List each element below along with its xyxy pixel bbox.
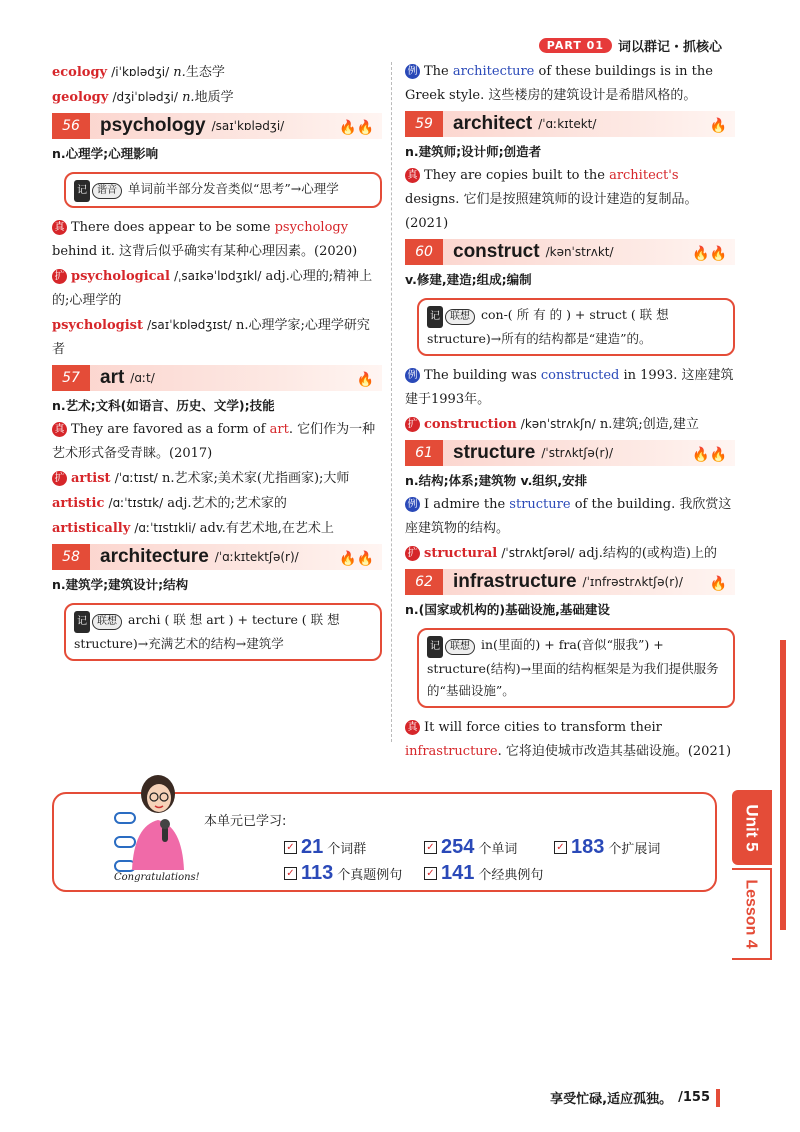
highlighted-word: psychology [274, 220, 349, 235]
extension-icon: 扩 [405, 546, 420, 561]
memo-icon: 记 [74, 180, 90, 202]
headword: structure [453, 442, 536, 463]
example-text: . 它们作为一种艺术形式备受青睐。(2017) [52, 422, 376, 461]
example-icon: 例 [405, 497, 420, 512]
tip-tag: 联想 [92, 614, 122, 630]
highlighted-word: architecture [452, 64, 535, 79]
memory-tip-box [417, 298, 735, 356]
real-exam-example [52, 418, 382, 466]
stat-exam-sentences [284, 862, 402, 885]
entry-number: 57 [52, 365, 90, 391]
definition: n.艺术;文科(如语言、历史、文学);技能 [52, 398, 275, 413]
headword: construct [453, 241, 540, 262]
real-exam-icon: 真 [52, 422, 67, 437]
derivative-word: psychological [71, 269, 170, 284]
example-text: They are copies built to the [424, 168, 610, 183]
entry-number: 61 [405, 440, 443, 466]
headword-ipa: /ˈɑːkɪtekt/ [538, 117, 597, 131]
lesson-text: Lesson 4 [743, 879, 761, 949]
example-text: I admire the [424, 497, 510, 512]
example-text: in 1993. 这座建筑建于1993年。 [405, 368, 734, 407]
ipa: /dʒiˈɒlədʒi/ [112, 90, 178, 104]
stat-words [424, 836, 517, 859]
pos: n. [173, 65, 186, 80]
entry-number: 56 [52, 113, 90, 139]
left-column [52, 60, 382, 669]
ipa: /ˈɑːtɪst/ [114, 471, 158, 485]
example-icon: 例 [405, 64, 420, 79]
stat-word-groups [284, 836, 366, 859]
real-exam-example [405, 716, 735, 764]
headword-bar-structure [405, 440, 735, 466]
derivative-word: construction [424, 417, 517, 432]
stat-label: 个经典例句 [478, 868, 544, 883]
page-footer [550, 1088, 720, 1107]
ipa: /ɑːˈtɪstɪk/ [108, 496, 164, 510]
example-icon: 例 [405, 368, 420, 383]
real-exam-example [405, 164, 735, 236]
tip-tag: 谐音 [92, 183, 122, 199]
ipa: /iˈkɒlədʒi/ [111, 65, 170, 79]
derivative-meaning: adj.艺术的;艺术家的 [167, 496, 287, 511]
tip-tag: 联想 [445, 639, 475, 655]
derivative [405, 412, 735, 437]
pos: n. [182, 90, 195, 105]
unit-label [732, 790, 772, 865]
extension-icon: 扩 [52, 471, 67, 486]
example-text: They are favored as a form of [71, 422, 270, 437]
headword-ipa: /saɪˈkɒlədʒi/ [211, 119, 285, 133]
classic-example [405, 493, 735, 541]
headword-bar-art [52, 365, 382, 391]
stat-label: 个单词 [478, 842, 518, 857]
definition: n.建筑学;建筑设计;结构 [52, 577, 189, 592]
stat-classic-sentences [424, 862, 543, 885]
headword-ipa: /ˈɪnfrəstrʌktʃə(r)/ [582, 575, 683, 589]
entry-number: 62 [405, 569, 443, 595]
checkbox-icon: ✓ [424, 867, 437, 880]
real-exam-icon: 真 [405, 720, 420, 735]
derivative-meaning: adj.结构的(或构造)上的 [578, 546, 717, 561]
headword-ipa: /ˈɑːkɪtektʃə(r)/ [214, 550, 299, 564]
classic-example [405, 364, 735, 412]
derivative-word: artistically [52, 521, 131, 536]
stat-number: 183 [571, 836, 605, 858]
stat-number: 254 [441, 836, 475, 858]
highlighted-word: constructed [540, 368, 620, 383]
frequency-flame-icon: 🔥 [356, 372, 374, 388]
tip-text: archi ( 联 想 art ) + tecture ( 联 想 structure)→充满艺术的结构→建筑学 [74, 612, 340, 651]
real-exam-icon: 真 [52, 220, 67, 235]
example-text: behind it. 这背后似乎确实有某种心理因素。(2020) [52, 244, 358, 259]
definition: n.心理学;心理影响 [52, 146, 159, 161]
headword: art [100, 367, 125, 388]
tip-tag: 联想 [445, 309, 475, 325]
frequency-flame-icon: 🔥🔥 [692, 246, 727, 262]
memo-icon: 记 [74, 611, 90, 633]
headword: architect [453, 113, 533, 134]
memo-icon: 记 [427, 636, 443, 658]
ipa: /saɪˈkɒlədʒɪst/ [147, 318, 232, 332]
tip-text: in(里面的) + fra(音似“服我”) + structure(结构)→里面的结构框架是为我们提供服务的“基础设施”。 [427, 637, 719, 698]
memo-icon: 记 [427, 306, 443, 328]
highlighted-word: structure [509, 497, 571, 512]
tip-text: con-( 所 有 的 ) + struct ( 联 想 structure)→所有的结构都是“建造”的。 [427, 307, 669, 346]
footer-bar [716, 1089, 720, 1107]
derivative [52, 491, 382, 516]
derivative [405, 541, 735, 566]
highlighted-word: infrastructure [405, 744, 498, 759]
example-text: The building was [424, 368, 541, 383]
derivative-meaning: n.建筑;创造,建立 [599, 417, 699, 432]
definition: v.修建,建造;组成;编制 [405, 272, 532, 287]
memory-tip-box [417, 628, 735, 708]
meaning: 生态学 [185, 65, 225, 80]
example-text: . 它将迫使城市改造其基础设施。(2021) [497, 744, 732, 759]
headword-ipa: /kənˈstrʌkt/ [545, 245, 614, 259]
derivative [52, 466, 382, 491]
word-ecology: ecology [52, 65, 108, 80]
example-text: The [424, 64, 453, 79]
definition: n.建筑师;设计师;创造者 [405, 144, 542, 159]
lesson-label [732, 868, 772, 960]
stat-label: 个真题例句 [337, 868, 403, 883]
headword-ipa: /ˈstrʌktʃə(r)/ [541, 446, 614, 460]
ipa: /ˌsaɪkəˈlɒdʒɪkl/ [174, 269, 262, 283]
frequency-flame-icon: 🔥🔥 [692, 447, 727, 463]
derivative-word: artist [71, 471, 111, 486]
checkbox-icon: ✓ [424, 841, 437, 854]
footer-motto: 享受忙碌,适应孤独。 [550, 1092, 673, 1107]
entry-number: 60 [405, 239, 443, 265]
header-title: 词以群记・抓核心 [617, 40, 722, 55]
example-text: It will force cities to transform their [424, 720, 662, 735]
entry-number: 58 [52, 544, 90, 570]
headword: psychology [100, 115, 206, 136]
stat-number: 113 [301, 862, 334, 884]
stat-extended-words [554, 836, 660, 859]
column-divider [391, 62, 392, 742]
congrats-caption: Congratulations! [114, 872, 200, 883]
example-text: of these buildings is in the Greek style. 这些楼房的建筑设计是希腊风格的。 [405, 64, 713, 103]
ipa: /ɑːˈtɪstɪkli/ [134, 521, 196, 535]
unit-text: Unit 5 [743, 803, 763, 852]
headword: architecture [100, 546, 209, 567]
real-exam-example [52, 216, 382, 264]
memory-tip-box [64, 603, 382, 661]
page-header [539, 36, 722, 55]
derivative-word: structural [424, 546, 498, 561]
frequency-flame-icon: 🔥 [709, 118, 727, 134]
extension-icon: 扩 [405, 417, 420, 432]
word-geology: geology [52, 90, 109, 105]
ipa: /kənˈstrʌkʃn/ [520, 417, 596, 431]
entry-geology [52, 85, 382, 110]
teacher-illustration [118, 770, 198, 870]
entry-ecology [52, 60, 382, 85]
real-exam-icon: 真 [405, 168, 420, 183]
definition: n.(国家或机构的)基础设施,基础建设 [405, 602, 610, 617]
stat-label: 个扩展词 [608, 842, 661, 857]
derivative-meaning: adv.有艺术地,在艺术上 [199, 521, 334, 536]
memory-tip-box [64, 172, 382, 208]
unit-side-tab [732, 790, 772, 960]
example-text: There does appear to be some [71, 220, 275, 235]
page-number: /155 [678, 1090, 710, 1105]
derivative-meaning: n.心理学家;心理学研究者 [52, 318, 370, 357]
frequency-flame-icon: 🔥🔥 [339, 551, 374, 567]
summary-title: 本单元已学习: [204, 814, 287, 829]
headword-bar-construct [405, 239, 735, 265]
derivative-meaning: adj.心理的;精神上的;心理学的 [52, 269, 373, 308]
stat-label: 个词群 [327, 842, 367, 857]
derivative-meaning: n.艺术家;美术家(尤指画家);大师 [162, 471, 350, 486]
example-text: of the building. 我欣赏这座建筑物的结构。 [405, 497, 732, 536]
stat-number: 21 [301, 836, 324, 858]
highlighted-word: art [269, 422, 289, 437]
example-text: designs. 它们是按照建筑师的设计建造的复制品。(2021) [405, 192, 698, 231]
derivative-word: artistic [52, 496, 105, 511]
derivative [52, 516, 382, 541]
headword-bar-infrastructure [405, 569, 735, 595]
meaning: 地质学 [194, 90, 234, 105]
part-badge: PART 01 [539, 38, 612, 53]
checkbox-icon: ✓ [284, 841, 297, 854]
headword-bar-architect [405, 111, 735, 137]
side-edge-strip [780, 640, 786, 930]
checkbox-icon: ✓ [554, 841, 567, 854]
headword-ipa: /ɑːt/ [130, 371, 155, 385]
highlighted-word: architect's [609, 168, 679, 183]
derivative [52, 313, 382, 362]
tip-text: 单词前半部分发音类似“思考”→心理学 [128, 181, 339, 196]
extension-icon: 扩 [52, 269, 67, 284]
entry-number: 59 [405, 111, 443, 137]
right-column [405, 60, 735, 764]
definition: n.结构;体系;建筑物 v.组织,安排 [405, 473, 588, 488]
headword: infrastructure [453, 571, 577, 592]
headword-bar-psychology [52, 113, 382, 139]
stat-number: 141 [441, 862, 475, 884]
classic-example [405, 60, 735, 108]
derivative [52, 264, 382, 313]
ipa: /ˈstrʌktʃərəl/ [501, 546, 575, 560]
derivative-word: psychologist [52, 318, 143, 333]
frequency-flame-icon: 🔥 [709, 576, 727, 592]
frequency-flame-icon: 🔥🔥 [339, 120, 374, 136]
headword-bar-architecture [52, 544, 382, 570]
checkbox-icon: ✓ [284, 867, 297, 880]
